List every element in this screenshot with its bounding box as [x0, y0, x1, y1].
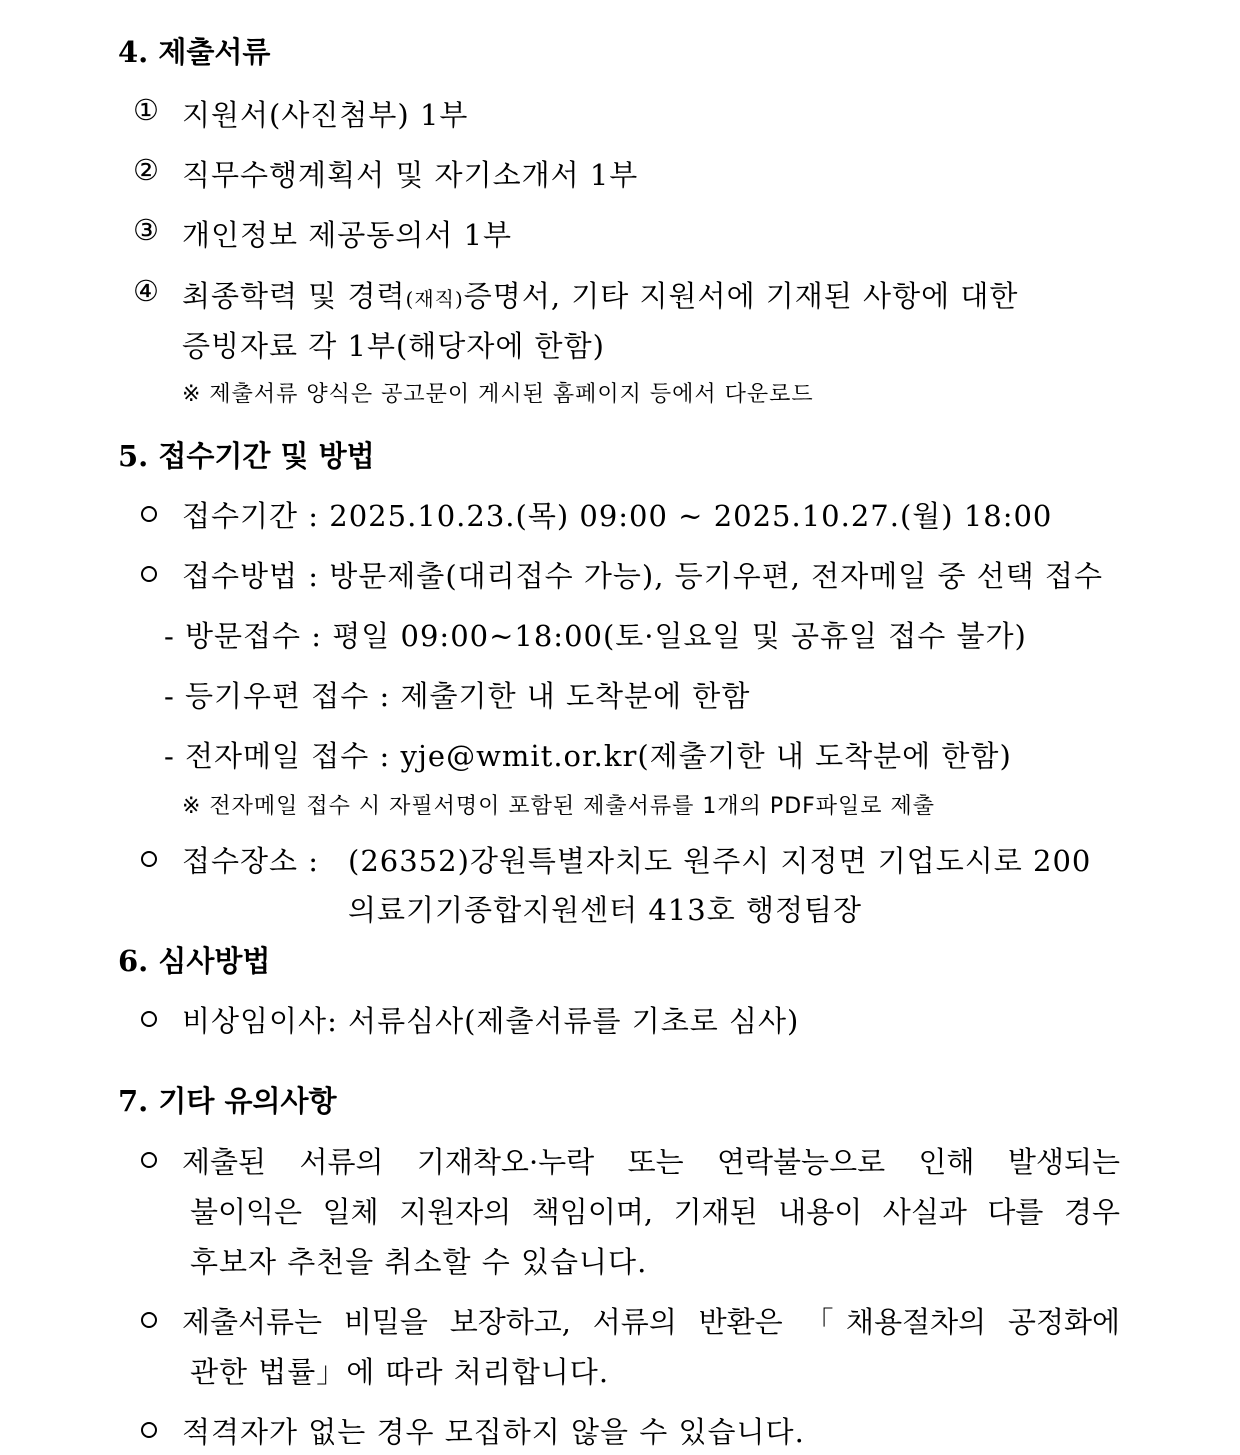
review-method: 비상임이사: 서류심사(제출서류를 기초로 심사) — [182, 1004, 800, 1038]
note-2-line-2: 관한 법률」에 따라 처리합니다. — [190, 1355, 610, 1389]
document-item-1: 지원서(사진첨부) 1부 — [182, 98, 469, 132]
application-place-line2: 의료기기종합지원센터 413호 행정팀장 — [348, 893, 862, 927]
document-item-3: 개인정보 제공동의서 1부 — [182, 218, 513, 252]
circle-bullet-icon — [141, 506, 157, 522]
document-item-4-continued: 증빙자료 각 1부(해당자에 한함) — [182, 329, 605, 363]
application-place-label: 접수장소 : — [182, 844, 320, 878]
item-mark-2: ② — [133, 153, 159, 187]
mail-submission: - 등기우편 접수 : 제출기한 내 도착분에 한함 — [164, 679, 751, 713]
note-3: 적격자가 없는 경우 모집하지 않을 수 있습니다. — [182, 1415, 805, 1449]
circle-bullet-icon — [141, 1152, 157, 1168]
form-download-note: ※ 제출서류 양식은 공고문이 게시된 홈페이지 등에서 다운로드 — [182, 382, 814, 407]
item-mark-1: ① — [133, 93, 159, 127]
document-item-4 — [182, 274, 1018, 315]
circle-bullet-icon — [141, 851, 157, 867]
document-item-4-b: 증명서, 기타 지원서에 기재된 사항에 대한 — [463, 279, 1019, 313]
note-1-line-1: 제출된 서류의 기재착오·누락 또는 연락불능으로 인해 발생되는 — [182, 1145, 1120, 1179]
document-item-4-a: 최종학력 및 경력 — [182, 279, 406, 313]
section-4-heading: 4. 제출서류 — [118, 35, 271, 69]
circle-bullet-icon — [141, 1312, 157, 1328]
section-6-heading: 6. 심사방법 — [118, 944, 271, 978]
application-place-line1: (26352)강원특별자치도 원주시 지정면 기업도시로 200 — [348, 844, 1092, 878]
circle-bullet-icon — [141, 566, 157, 582]
email-submission: - 전자메일 접수 : yje@wmit.or.kr(제출기한 내 도착분에 한함) — [164, 739, 1012, 773]
visit-submission: - 방문접수 : 평일 09:00~18:00(토·일요일 및 공휴일 접수 불가) — [164, 619, 1027, 653]
application-period: 접수기간 : 2025.10.23.(목) 09:00 ~ 2025.10.27.(월) 18:00 — [182, 499, 1053, 533]
document-item-2: 직무수행계획서 및 자기소개서 1부 — [182, 158, 639, 192]
circle-bullet-icon — [141, 1422, 157, 1438]
section-5-heading: 5. 접수기간 및 방법 — [118, 439, 375, 473]
email-note: ※ 전자메일 접수 시 자필서명이 포함된 제출서류를 1개의 PDF파일로 제출 — [182, 794, 936, 819]
item-mark-3: ③ — [133, 213, 159, 247]
note-1-line-2: 불이익은 일체 지원자의 책임이며, 기재된 내용이 사실과 다를 경우 — [190, 1195, 1120, 1229]
note-1-line-3: 후보자 추천을 취소할 수 있습니다. — [190, 1245, 648, 1279]
application-method: 접수방법 : 방문제출(대리접수 가능), 등기우편, 전자메일 중 선택 접수 — [182, 559, 1103, 593]
note-2-line-1: 제출서류는 비밀을 보장하고, 서류의 반환은 「채용절차의 공정화에 — [182, 1305, 1120, 1339]
section-7-heading: 7. 기타 유의사항 — [118, 1084, 337, 1118]
item-mark-4: ④ — [133, 274, 159, 308]
circle-bullet-icon — [141, 1011, 157, 1027]
document-item-4-small: (재직) — [405, 287, 464, 311]
